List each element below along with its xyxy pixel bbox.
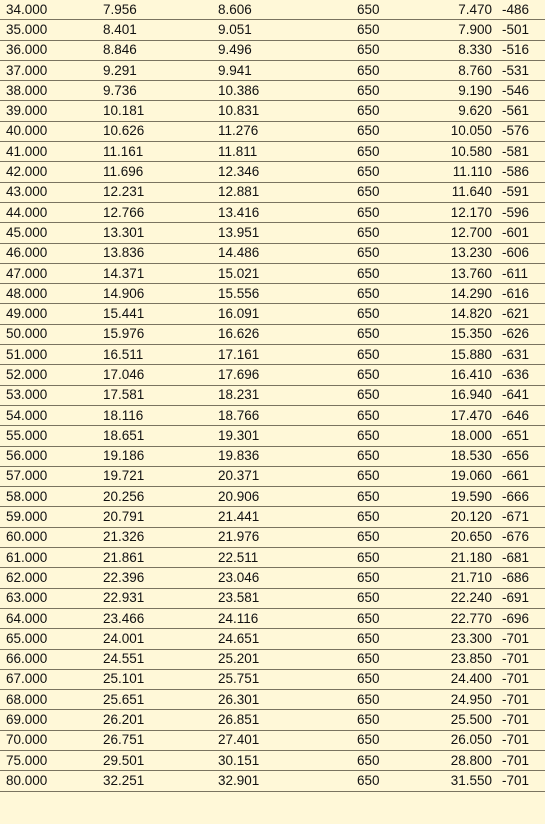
col-5-cell: 21.710 bbox=[425, 568, 502, 588]
col-3-cell: 9.496 bbox=[210, 40, 330, 60]
col-6-cell: -621 bbox=[502, 304, 545, 324]
col-1-cell: 70.000 bbox=[0, 730, 78, 750]
col-6-cell: -651 bbox=[502, 426, 545, 446]
col-2-cell: 21.861 bbox=[78, 548, 210, 568]
col-1-cell: 80.000 bbox=[0, 771, 78, 791]
col-4-cell: 650 bbox=[330, 81, 425, 101]
col-5-cell: 13.760 bbox=[425, 263, 502, 283]
col-1-cell: 36.000 bbox=[0, 40, 78, 60]
table-row bbox=[0, 284, 545, 304]
col-5-cell: 26.050 bbox=[425, 730, 502, 750]
table-row bbox=[0, 527, 545, 547]
col-4-cell: 650 bbox=[330, 669, 425, 689]
col-1-cell: 67.000 bbox=[0, 669, 78, 689]
col-6-cell: -641 bbox=[502, 385, 545, 405]
col-3-cell: 19.836 bbox=[210, 446, 330, 466]
col-2-cell: 10.181 bbox=[78, 101, 210, 121]
col-2-cell: 10.626 bbox=[78, 121, 210, 141]
col-1-cell: 46.000 bbox=[0, 243, 78, 263]
col-6-cell: -661 bbox=[502, 466, 545, 486]
col-1-cell: 55.000 bbox=[0, 426, 78, 446]
col-1-cell: 60.000 bbox=[0, 527, 78, 547]
table-row bbox=[0, 40, 545, 60]
col-5-cell: 11.110 bbox=[425, 162, 502, 182]
col-1-cell: 62.000 bbox=[0, 568, 78, 588]
col-2-cell: 12.766 bbox=[78, 202, 210, 222]
col-4-cell: 650 bbox=[330, 405, 425, 425]
col-5-cell: 24.400 bbox=[425, 669, 502, 689]
col-6-cell: -501 bbox=[502, 20, 545, 40]
col-3-cell: 15.556 bbox=[210, 284, 330, 304]
col-2-cell: 26.201 bbox=[78, 710, 210, 730]
col-1-cell: 68.000 bbox=[0, 690, 78, 710]
col-3-cell: 19.301 bbox=[210, 426, 330, 446]
col-1-cell: 61.000 bbox=[0, 548, 78, 568]
table-row bbox=[0, 730, 545, 750]
table-row bbox=[0, 101, 545, 121]
col-5-cell: 18.530 bbox=[425, 446, 502, 466]
table-row bbox=[0, 690, 545, 710]
table-row bbox=[0, 385, 545, 405]
col-2-cell: 22.396 bbox=[78, 568, 210, 588]
col-5-cell: 10.050 bbox=[425, 121, 502, 141]
col-3-cell: 18.231 bbox=[210, 385, 330, 405]
table-row bbox=[0, 202, 545, 222]
col-2-cell: 16.511 bbox=[78, 345, 210, 365]
col-5-cell: 18.000 bbox=[425, 426, 502, 446]
col-2-cell: 9.736 bbox=[78, 81, 210, 101]
col-1-cell: 57.000 bbox=[0, 466, 78, 486]
col-4-cell: 650 bbox=[330, 385, 425, 405]
col-4-cell: 650 bbox=[330, 365, 425, 385]
col-2-cell: 11.696 bbox=[78, 162, 210, 182]
col-4-cell: 650 bbox=[330, 142, 425, 162]
col-4-cell: 650 bbox=[330, 771, 425, 791]
col-4-cell: 650 bbox=[330, 263, 425, 283]
col-4-cell: 650 bbox=[330, 588, 425, 608]
col-4-cell: 650 bbox=[330, 629, 425, 649]
col-4-cell: 650 bbox=[330, 548, 425, 568]
col-5-cell: 15.350 bbox=[425, 324, 502, 344]
col-1-cell: 54.000 bbox=[0, 405, 78, 425]
col-1-cell: 35.000 bbox=[0, 20, 78, 40]
col-1-cell: 64.000 bbox=[0, 608, 78, 628]
col-5-cell: 20.120 bbox=[425, 507, 502, 527]
col-6-cell: -701 bbox=[502, 710, 545, 730]
col-2-cell: 11.161 bbox=[78, 142, 210, 162]
col-1-cell: 58.000 bbox=[0, 487, 78, 507]
col-1-cell: 44.000 bbox=[0, 202, 78, 222]
col-1-cell: 47.000 bbox=[0, 263, 78, 283]
col-5-cell: 24.950 bbox=[425, 690, 502, 710]
col-2-cell: 19.186 bbox=[78, 446, 210, 466]
col-6-cell: -601 bbox=[502, 223, 545, 243]
col-6-cell: -606 bbox=[502, 243, 545, 263]
col-1-cell: 34.000 bbox=[0, 0, 78, 20]
table-row bbox=[0, 324, 545, 344]
col-5-cell: 14.290 bbox=[425, 284, 502, 304]
col-1-cell: 41.000 bbox=[0, 142, 78, 162]
col-4-cell: 650 bbox=[330, 507, 425, 527]
col-5-cell: 17.470 bbox=[425, 405, 502, 425]
col-6-cell: -701 bbox=[502, 649, 545, 669]
col-2-cell: 24.551 bbox=[78, 649, 210, 669]
col-1-cell: 75.000 bbox=[0, 750, 78, 770]
col-6-cell: -701 bbox=[502, 730, 545, 750]
table-row bbox=[0, 223, 545, 243]
col-3-cell: 18.766 bbox=[210, 405, 330, 425]
col-5-cell: 19.060 bbox=[425, 466, 502, 486]
col-1-cell: 59.000 bbox=[0, 507, 78, 527]
col-3-cell: 20.906 bbox=[210, 487, 330, 507]
col-2-cell: 24.001 bbox=[78, 629, 210, 649]
col-2-cell: 8.846 bbox=[78, 40, 210, 60]
table-row bbox=[0, 649, 545, 669]
col-6-cell: -691 bbox=[502, 588, 545, 608]
col-3-cell: 11.276 bbox=[210, 121, 330, 141]
col-1-cell: 56.000 bbox=[0, 446, 78, 466]
col-3-cell: 17.696 bbox=[210, 365, 330, 385]
col-3-cell: 23.046 bbox=[210, 568, 330, 588]
table-row bbox=[0, 365, 545, 385]
col-5-cell: 25.500 bbox=[425, 710, 502, 730]
col-6-cell: -596 bbox=[502, 202, 545, 222]
col-4-cell: 650 bbox=[330, 284, 425, 304]
col-4-cell: 650 bbox=[330, 466, 425, 486]
col-1-cell: 66.000 bbox=[0, 649, 78, 669]
col-2-cell: 29.501 bbox=[78, 750, 210, 770]
col-1-cell: 43.000 bbox=[0, 182, 78, 202]
col-5-cell: 12.170 bbox=[425, 202, 502, 222]
col-2-cell: 21.326 bbox=[78, 527, 210, 547]
col-4-cell: 650 bbox=[330, 527, 425, 547]
table-row bbox=[0, 446, 545, 466]
col-5-cell: 11.640 bbox=[425, 182, 502, 202]
col-4-cell: 650 bbox=[330, 162, 425, 182]
col-2-cell: 32.251 bbox=[78, 771, 210, 791]
col-3-cell: 30.151 bbox=[210, 750, 330, 770]
table-row bbox=[0, 162, 545, 182]
col-6-cell: -631 bbox=[502, 345, 545, 365]
col-2-cell: 14.906 bbox=[78, 284, 210, 304]
col-4-cell: 650 bbox=[330, 243, 425, 263]
col-3-cell: 10.386 bbox=[210, 81, 330, 101]
col-6-cell: -576 bbox=[502, 121, 545, 141]
col-1-cell: 39.000 bbox=[0, 101, 78, 121]
col-2-cell: 7.956 bbox=[78, 0, 210, 20]
table-row bbox=[0, 60, 545, 80]
col-6-cell: -546 bbox=[502, 81, 545, 101]
col-3-cell: 17.161 bbox=[210, 345, 330, 365]
col-6-cell: -701 bbox=[502, 690, 545, 710]
table-row bbox=[0, 771, 545, 791]
col-2-cell: 17.581 bbox=[78, 385, 210, 405]
col-2-cell: 13.836 bbox=[78, 243, 210, 263]
table-row bbox=[0, 20, 545, 40]
col-1-cell: 48.000 bbox=[0, 284, 78, 304]
col-5-cell: 31.550 bbox=[425, 771, 502, 791]
col-6-cell: -611 bbox=[502, 263, 545, 283]
col-4-cell: 650 bbox=[330, 223, 425, 243]
col-1-cell: 69.000 bbox=[0, 710, 78, 730]
col-2-cell: 8.401 bbox=[78, 20, 210, 40]
col-6-cell: -646 bbox=[502, 405, 545, 425]
col-5-cell: 7.900 bbox=[425, 20, 502, 40]
col-2-cell: 15.976 bbox=[78, 324, 210, 344]
col-3-cell: 11.811 bbox=[210, 142, 330, 162]
col-5-cell: 16.410 bbox=[425, 365, 502, 385]
col-6-cell: -666 bbox=[502, 487, 545, 507]
col-4-cell: 650 bbox=[330, 487, 425, 507]
col-5-cell: 16.940 bbox=[425, 385, 502, 405]
col-2-cell: 22.931 bbox=[78, 588, 210, 608]
table-row bbox=[0, 608, 545, 628]
col-5-cell: 20.650 bbox=[425, 527, 502, 547]
col-1-cell: 38.000 bbox=[0, 81, 78, 101]
table-row bbox=[0, 405, 545, 425]
col-5-cell: 12.700 bbox=[425, 223, 502, 243]
col-3-cell: 26.851 bbox=[210, 710, 330, 730]
col-5-cell: 23.850 bbox=[425, 649, 502, 669]
col-5-cell: 28.800 bbox=[425, 750, 502, 770]
col-2-cell: 19.721 bbox=[78, 466, 210, 486]
col-5-cell: 14.820 bbox=[425, 304, 502, 324]
col-3-cell: 24.116 bbox=[210, 608, 330, 628]
col-2-cell: 18.116 bbox=[78, 405, 210, 425]
table-row bbox=[0, 142, 545, 162]
table-row bbox=[0, 182, 545, 202]
col-6-cell: -701 bbox=[502, 771, 545, 791]
col-1-cell: 50.000 bbox=[0, 324, 78, 344]
col-6-cell: -486 bbox=[502, 0, 545, 20]
col-2-cell: 14.371 bbox=[78, 263, 210, 283]
table-row bbox=[0, 0, 545, 20]
col-1-cell: 65.000 bbox=[0, 629, 78, 649]
col-4-cell: 650 bbox=[330, 608, 425, 628]
col-2-cell: 20.791 bbox=[78, 507, 210, 527]
col-1-cell: 40.000 bbox=[0, 121, 78, 141]
col-6-cell: -681 bbox=[502, 548, 545, 568]
col-4-cell: 650 bbox=[330, 40, 425, 60]
col-6-cell: -586 bbox=[502, 162, 545, 182]
col-1-cell: 52.000 bbox=[0, 365, 78, 385]
col-2-cell: 25.651 bbox=[78, 690, 210, 710]
col-6-cell: -671 bbox=[502, 507, 545, 527]
col-5-cell: 22.770 bbox=[425, 608, 502, 628]
col-5-cell: 10.580 bbox=[425, 142, 502, 162]
col-6-cell: -626 bbox=[502, 324, 545, 344]
table-row bbox=[0, 81, 545, 101]
col-2-cell: 26.751 bbox=[78, 730, 210, 750]
col-3-cell: 10.831 bbox=[210, 101, 330, 121]
col-1-cell: 37.000 bbox=[0, 60, 78, 80]
col-3-cell: 9.941 bbox=[210, 60, 330, 80]
col-5-cell: 22.240 bbox=[425, 588, 502, 608]
col-5-cell: 21.180 bbox=[425, 548, 502, 568]
col-4-cell: 650 bbox=[330, 730, 425, 750]
col-2-cell: 23.466 bbox=[78, 608, 210, 628]
col-6-cell: -696 bbox=[502, 608, 545, 628]
col-3-cell: 26.301 bbox=[210, 690, 330, 710]
col-4-cell: 650 bbox=[330, 121, 425, 141]
col-5-cell: 7.470 bbox=[425, 0, 502, 20]
col-4-cell: 650 bbox=[330, 649, 425, 669]
col-5-cell: 8.330 bbox=[425, 40, 502, 60]
col-4-cell: 650 bbox=[330, 426, 425, 446]
col-1-cell: 63.000 bbox=[0, 588, 78, 608]
col-5-cell: 13.230 bbox=[425, 243, 502, 263]
table-row bbox=[0, 263, 545, 283]
col-3-cell: 16.626 bbox=[210, 324, 330, 344]
col-3-cell: 20.371 bbox=[210, 466, 330, 486]
table-row bbox=[0, 548, 545, 568]
col-3-cell: 12.881 bbox=[210, 182, 330, 202]
col-3-cell: 15.021 bbox=[210, 263, 330, 283]
col-2-cell: 25.101 bbox=[78, 669, 210, 689]
col-4-cell: 650 bbox=[330, 0, 425, 20]
col-4-cell: 650 bbox=[330, 345, 425, 365]
col-6-cell: -676 bbox=[502, 527, 545, 547]
col-6-cell: -701 bbox=[502, 629, 545, 649]
col-2-cell: 17.046 bbox=[78, 365, 210, 385]
col-3-cell: 13.416 bbox=[210, 202, 330, 222]
col-6-cell: -656 bbox=[502, 446, 545, 466]
table-row bbox=[0, 750, 545, 770]
col-5-cell: 9.620 bbox=[425, 101, 502, 121]
col-3-cell: 27.401 bbox=[210, 730, 330, 750]
col-4-cell: 650 bbox=[330, 710, 425, 730]
col-3-cell: 23.581 bbox=[210, 588, 330, 608]
table-row bbox=[0, 121, 545, 141]
col-4-cell: 650 bbox=[330, 750, 425, 770]
col-3-cell: 32.901 bbox=[210, 771, 330, 791]
table-row bbox=[0, 507, 545, 527]
table-row bbox=[0, 710, 545, 730]
col-3-cell: 8.606 bbox=[210, 0, 330, 20]
col-6-cell: -516 bbox=[502, 40, 545, 60]
col-1-cell: 53.000 bbox=[0, 385, 78, 405]
table-row bbox=[0, 243, 545, 263]
col-2-cell: 15.441 bbox=[78, 304, 210, 324]
col-5-cell: 15.880 bbox=[425, 345, 502, 365]
col-4-cell: 650 bbox=[330, 20, 425, 40]
table-row bbox=[0, 588, 545, 608]
col-4-cell: 650 bbox=[330, 324, 425, 344]
table-row bbox=[0, 304, 545, 324]
col-3-cell: 9.051 bbox=[210, 20, 330, 40]
col-4-cell: 650 bbox=[330, 202, 425, 222]
col-3-cell: 22.511 bbox=[210, 548, 330, 568]
col-4-cell: 650 bbox=[330, 690, 425, 710]
col-5-cell: 8.760 bbox=[425, 60, 502, 80]
col-2-cell: 9.291 bbox=[78, 60, 210, 80]
table-row bbox=[0, 568, 545, 588]
col-4-cell: 650 bbox=[330, 446, 425, 466]
col-2-cell: 18.651 bbox=[78, 426, 210, 446]
col-2-cell: 13.301 bbox=[78, 223, 210, 243]
col-5-cell: 23.300 bbox=[425, 629, 502, 649]
col-6-cell: -591 bbox=[502, 182, 545, 202]
col-4-cell: 650 bbox=[330, 182, 425, 202]
table-row bbox=[0, 487, 545, 507]
col-6-cell: -616 bbox=[502, 284, 545, 304]
col-1-cell: 49.000 bbox=[0, 304, 78, 324]
col-6-cell: -701 bbox=[502, 750, 545, 770]
table-row bbox=[0, 466, 545, 486]
col-6-cell: -636 bbox=[502, 365, 545, 385]
table-row bbox=[0, 345, 545, 365]
col-6-cell: -701 bbox=[502, 669, 545, 689]
col-4-cell: 650 bbox=[330, 568, 425, 588]
col-4-cell: 650 bbox=[330, 304, 425, 324]
col-6-cell: -531 bbox=[502, 60, 545, 80]
col-3-cell: 14.486 bbox=[210, 243, 330, 263]
col-3-cell: 13.951 bbox=[210, 223, 330, 243]
col-1-cell: 45.000 bbox=[0, 223, 78, 243]
col-5-cell: 9.190 bbox=[425, 81, 502, 101]
col-2-cell: 12.231 bbox=[78, 182, 210, 202]
col-3-cell: 25.201 bbox=[210, 649, 330, 669]
col-6-cell: -581 bbox=[502, 142, 545, 162]
col-5-cell: 19.590 bbox=[425, 487, 502, 507]
col-6-cell: -561 bbox=[502, 101, 545, 121]
col-3-cell: 24.651 bbox=[210, 629, 330, 649]
col-3-cell: 16.091 bbox=[210, 304, 330, 324]
col-1-cell: 42.000 bbox=[0, 162, 78, 182]
col-3-cell: 21.441 bbox=[210, 507, 330, 527]
col-3-cell: 21.976 bbox=[210, 527, 330, 547]
col-3-cell: 25.751 bbox=[210, 669, 330, 689]
table-row bbox=[0, 426, 545, 446]
col-2-cell: 20.256 bbox=[78, 487, 210, 507]
col-4-cell: 650 bbox=[330, 60, 425, 80]
col-4-cell: 650 bbox=[330, 101, 425, 121]
table-row bbox=[0, 669, 545, 689]
table-row bbox=[0, 629, 545, 649]
col-3-cell: 12.346 bbox=[210, 162, 330, 182]
col-6-cell: -686 bbox=[502, 568, 545, 588]
col-1-cell: 51.000 bbox=[0, 345, 78, 365]
